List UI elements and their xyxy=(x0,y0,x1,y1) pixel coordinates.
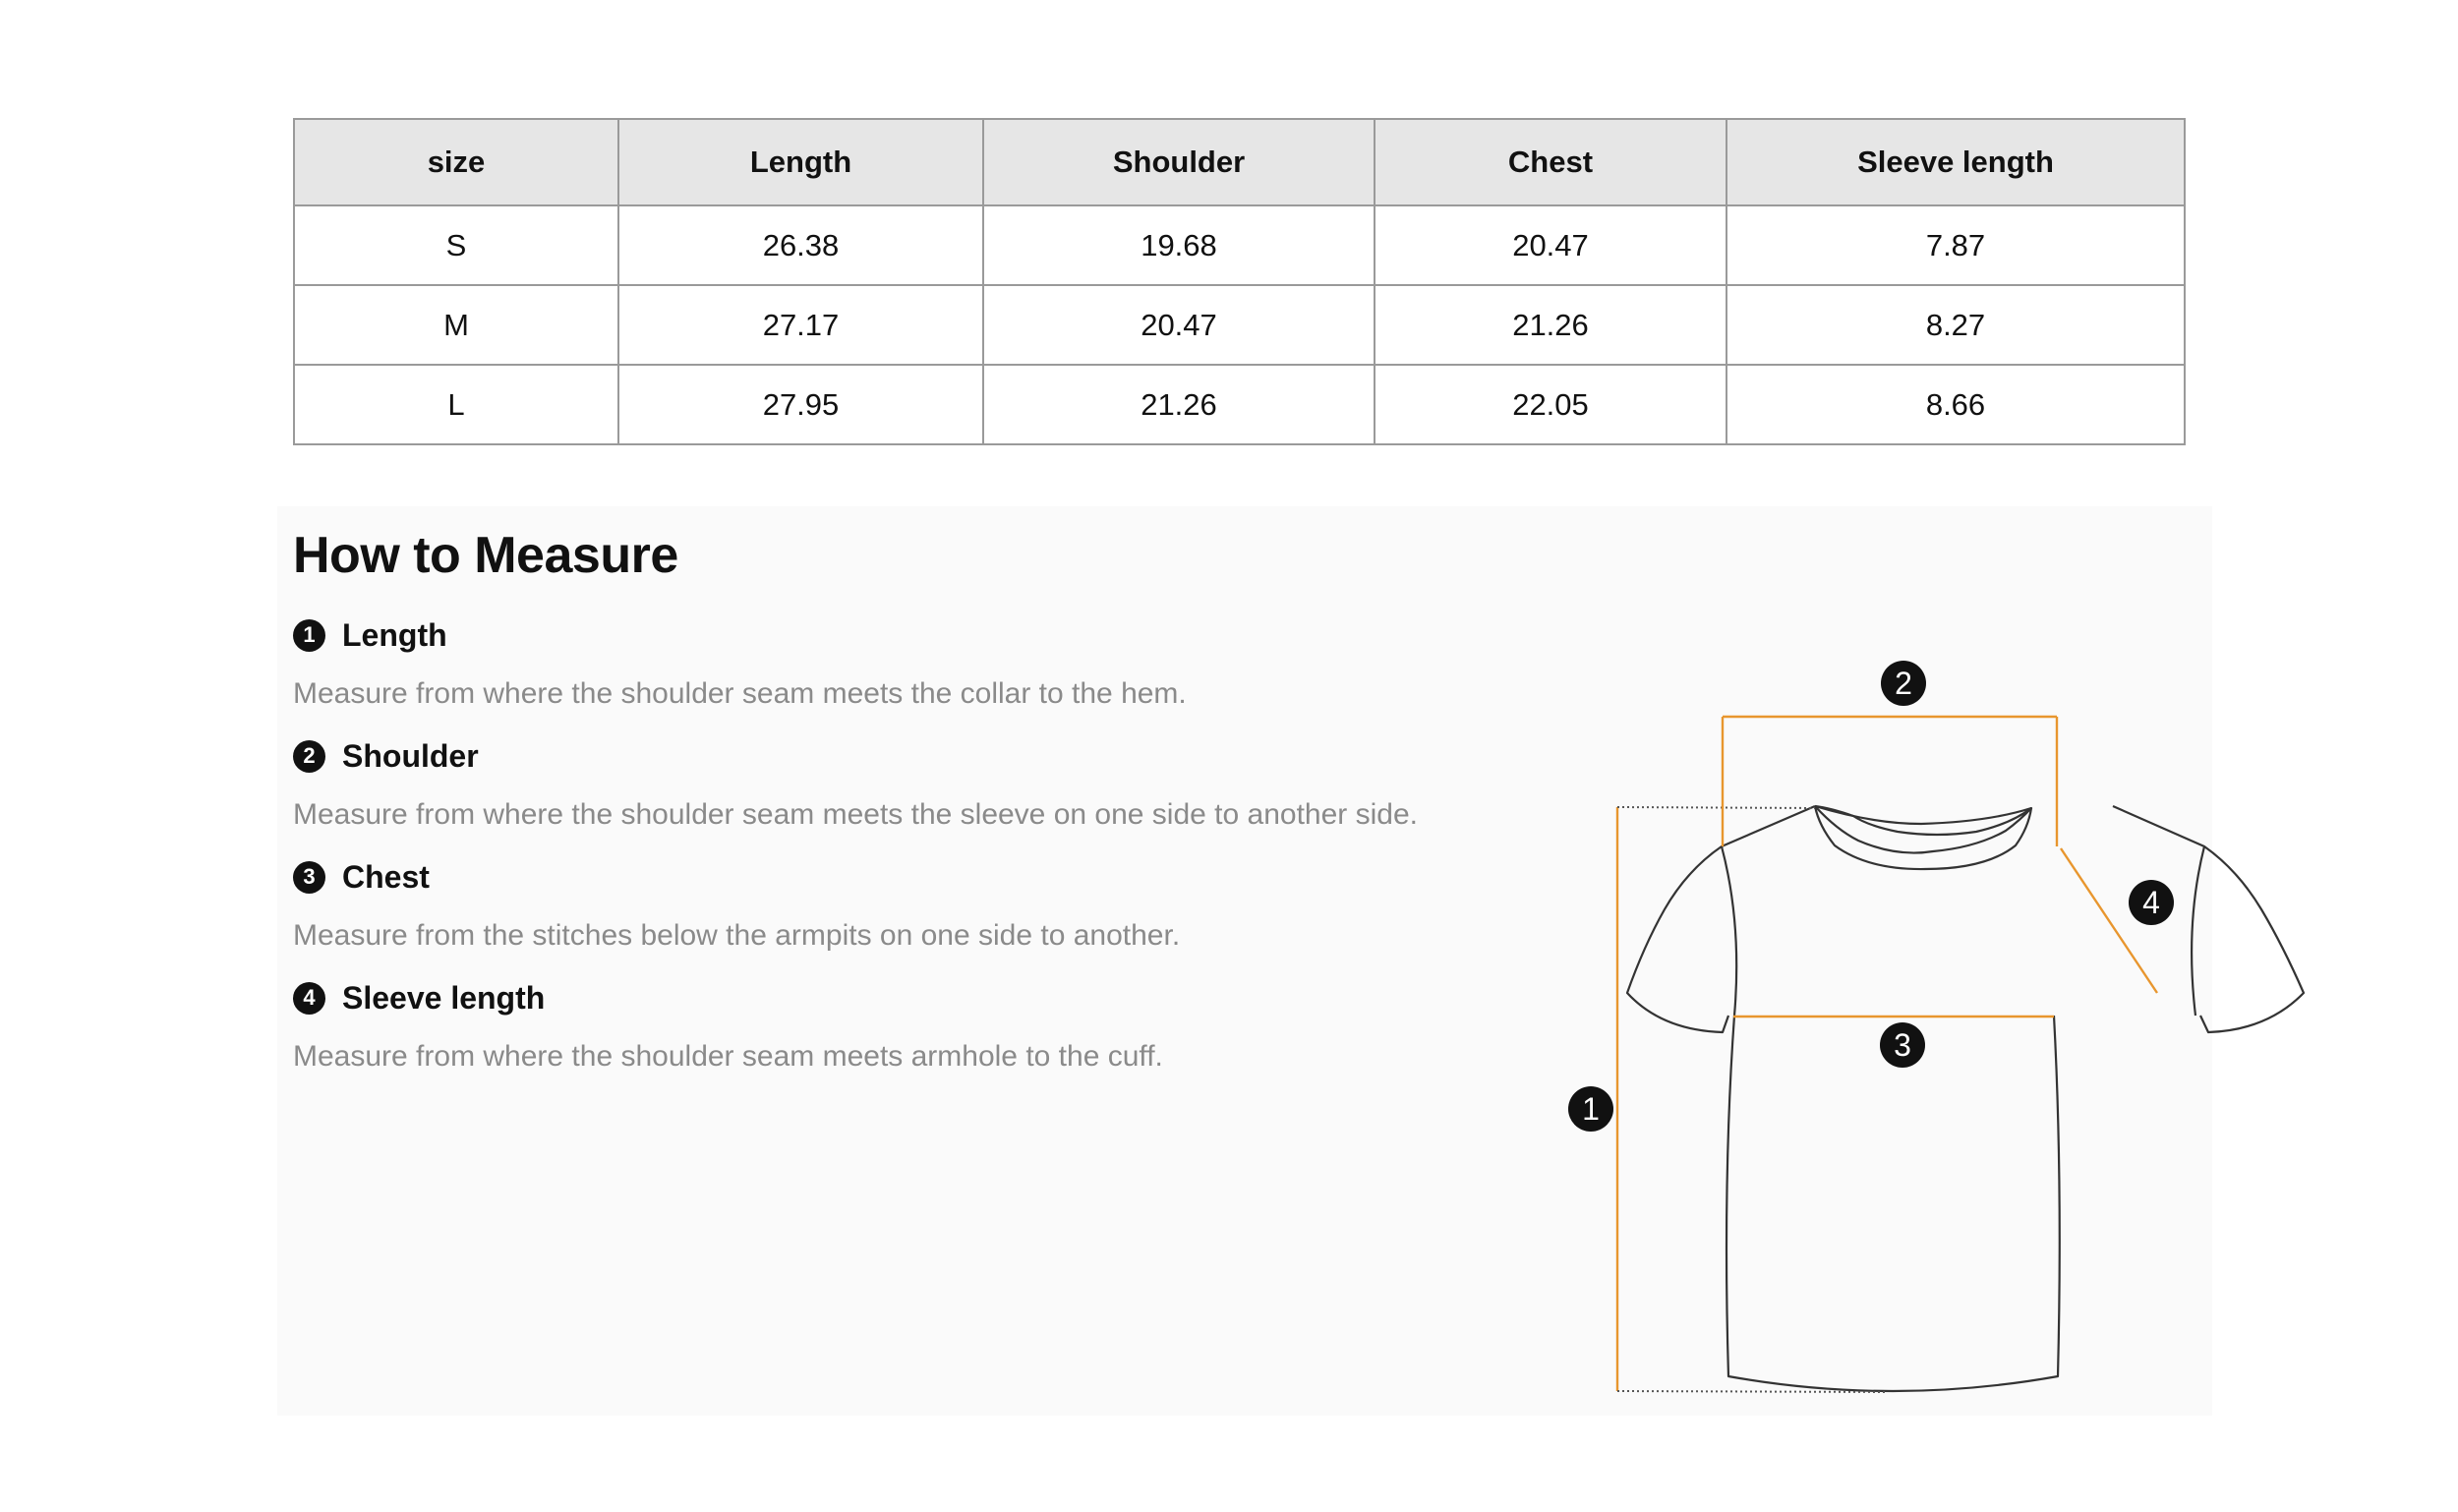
tshirt-outline xyxy=(1567,806,2304,1391)
guide-label-length: Length xyxy=(342,616,447,653)
table-cell: 19.68 xyxy=(983,205,1375,285)
table-cell: 20.47 xyxy=(983,285,1375,365)
table-cell: 27.17 xyxy=(618,285,983,365)
table-cell: 27.95 xyxy=(618,365,983,444)
measure-marker-1 xyxy=(1568,1086,1613,1132)
number-4-icon: 4 xyxy=(293,982,325,1015)
guide-label-sleeve-length: Sleeve length xyxy=(342,979,546,1016)
marker-3-label: 3 xyxy=(1894,1027,1911,1063)
header-size: size xyxy=(294,119,618,205)
table-cell: 7.87 xyxy=(1726,205,2185,285)
guide-label-shoulder: Shoulder xyxy=(342,737,479,774)
table-cell: 8.66 xyxy=(1726,365,2185,444)
number-2-icon: 2 xyxy=(293,740,325,773)
header-length: Length xyxy=(618,119,983,205)
table-cell: S xyxy=(294,205,618,285)
guide-label-chest: Chest xyxy=(342,858,430,895)
header-sleeve-length: Sleeve length xyxy=(1726,119,2185,205)
measure-marker-4 xyxy=(2129,880,2174,925)
header-chest: Chest xyxy=(1375,119,1726,205)
table-cell: M xyxy=(294,285,618,365)
table-cell: 26.38 xyxy=(618,205,983,285)
marker-2-label: 2 xyxy=(1895,666,1912,701)
table-cell: 21.26 xyxy=(983,365,1375,444)
number-1-icon: 1 xyxy=(293,619,325,652)
guide-desc-length: Measure from where the shoulder seam meets the collar to the hem. xyxy=(293,677,1187,710)
marker-4-label: 4 xyxy=(2142,885,2160,920)
table-cell: 8.27 xyxy=(1726,285,2185,365)
number-3-icon: 3 xyxy=(293,861,325,894)
measure-marker-2 xyxy=(1881,661,1926,706)
marker-1-label: 1 xyxy=(1582,1091,1600,1127)
table-cell: L xyxy=(294,365,618,444)
guide-desc-chest: Measure from the stitches below the armpits on one side to another. xyxy=(293,919,1181,952)
table-cell: 22.05 xyxy=(1375,365,1726,444)
header-shoulder: Shoulder xyxy=(983,119,1375,205)
guide-desc-shoulder: Measure from where the shoulder seam meets the sleeve on one side to another side. xyxy=(293,798,1418,831)
table-cell: 20.47 xyxy=(1375,205,1726,285)
how-to-measure-title: How to Measure xyxy=(293,527,678,584)
measure-marker-3 xyxy=(1880,1022,1925,1068)
guide-desc-sleeve-length: Measure from where the shoulder seam meets armhole to the cuff. xyxy=(293,1040,1163,1073)
table-cell: 21.26 xyxy=(1375,285,1726,365)
